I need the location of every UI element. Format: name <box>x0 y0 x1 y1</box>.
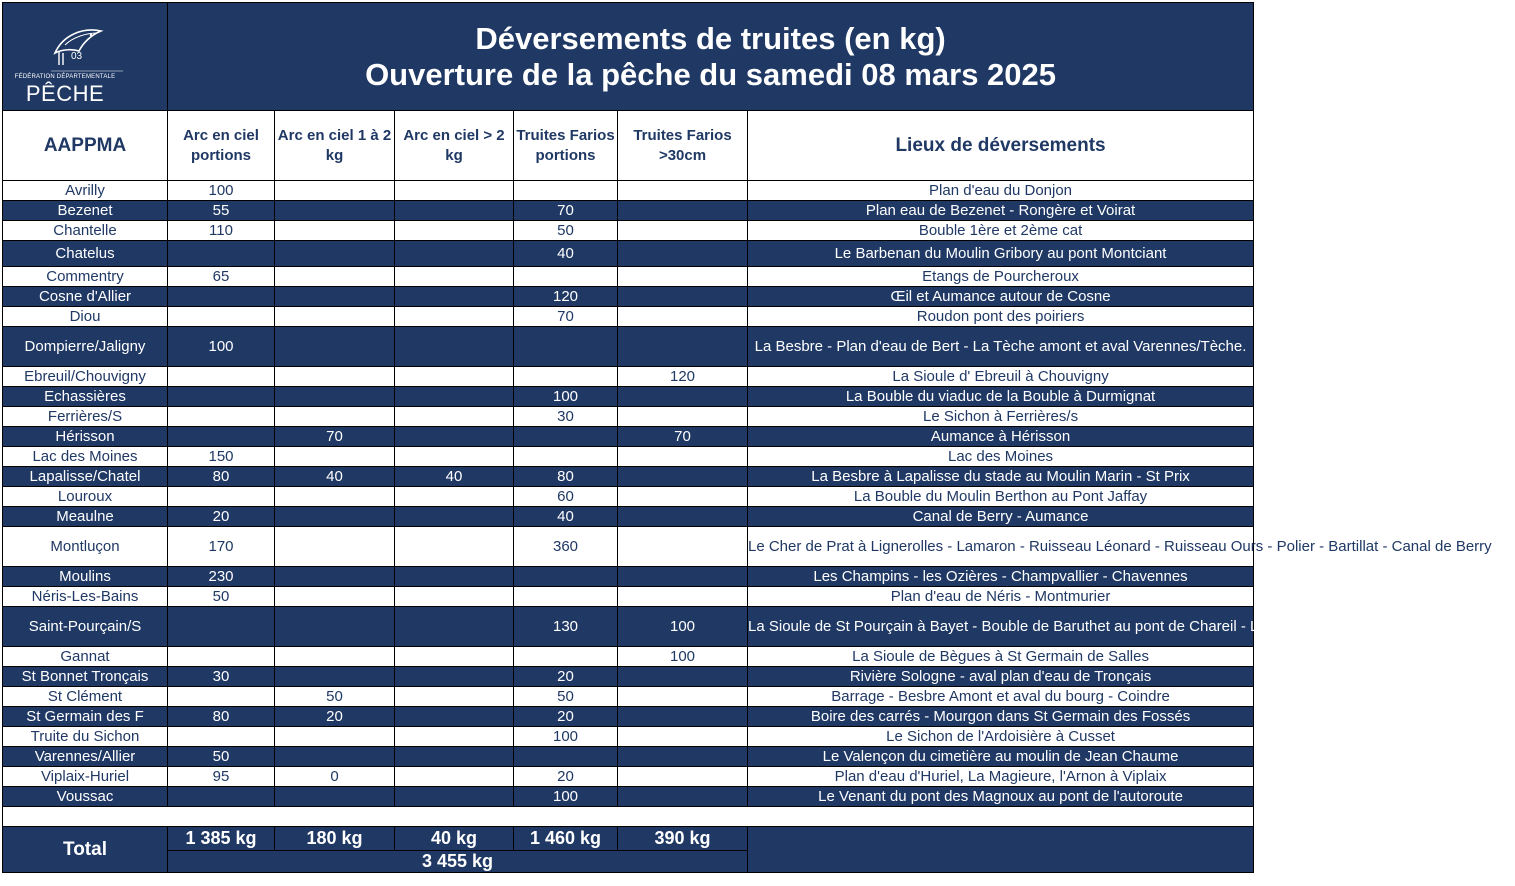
cell-farios-portions: 130 <box>514 607 618 647</box>
cell-farios-30cm <box>618 181 748 201</box>
table-row <box>3 767 1254 787</box>
cell-aappma: Dompierre/Jaligny <box>3 327 168 367</box>
cell-farios-portions: 70 <box>514 307 618 327</box>
cell-arc-2kg <box>395 267 514 287</box>
cell-farios-portions: 20 <box>514 667 618 687</box>
cell-arc-1-2kg <box>275 587 395 607</box>
table-row <box>3 307 1254 327</box>
table-row <box>3 327 1254 367</box>
cell-lieux: Barrage - Besbre Amont et aval du bourg - Coindre <box>748 687 1254 707</box>
cell-arc-1-2kg <box>275 241 395 267</box>
cell-aappma: St Germain des F <box>3 707 168 727</box>
cell-farios-portions <box>514 327 618 367</box>
cell-farios-30cm <box>618 507 748 527</box>
cell-lieux: Etangs de Pourcheroux <box>748 267 1254 287</box>
cell-lieux: Lac des Moines <box>748 447 1254 467</box>
logo-number: 03 <box>71 50 83 62</box>
cell-arc-portions: 80 <box>168 467 275 487</box>
cell-arc-portions <box>168 387 275 407</box>
cell-farios-30cm <box>618 727 748 747</box>
cell-farios-portions: 120 <box>514 287 618 307</box>
cell-arc-1-2kg <box>275 747 395 767</box>
cell-lieux: Le Sichon à Ferrières/s <box>748 407 1254 427</box>
cell-aappma: Bezenet <box>3 201 168 221</box>
cell-arc-portions <box>168 487 275 507</box>
cell-arc-2kg <box>395 387 514 407</box>
cell-arc-2kg <box>395 201 514 221</box>
cell-aappma: Meaulne <box>3 507 168 527</box>
logo-title: PÊCHE <box>25 80 105 106</box>
cell-arc-portions: 65 <box>168 267 275 287</box>
total-farios-30cm: 390 kg <box>618 827 748 851</box>
cell-arc-portions: 230 <box>168 567 275 587</box>
table-row <box>3 367 1254 387</box>
column-headers <box>3 111 1254 181</box>
cell-farios-30cm <box>618 587 748 607</box>
cell-arc-portions: 80 <box>168 707 275 727</box>
total-farios-portions: 1 460 kg <box>514 827 618 851</box>
cell-arc-1-2kg <box>275 507 395 527</box>
header-arc-1-2kg: Arc en ciel 1 à 2 kg <box>275 111 395 181</box>
cell-arc-1-2kg <box>275 487 395 507</box>
cell-aappma: Chantelle <box>3 221 168 241</box>
cell-aappma: Voussac <box>3 787 168 807</box>
cell-lieux: Plan eau de Bezenet - Rongère et Voirat <box>748 201 1254 221</box>
cell-farios-portions <box>514 747 618 767</box>
table-row <box>3 447 1254 467</box>
total-arc-2kg: 40 kg <box>395 827 514 851</box>
cell-aappma: St Clément <box>3 687 168 707</box>
table-row <box>3 241 1254 267</box>
cell-lieux: Œil et Aumance autour de Cosne <box>748 287 1254 307</box>
cell-arc-1-2kg <box>275 567 395 587</box>
cell-farios-portions <box>514 267 618 287</box>
cell-arc-portions <box>168 647 275 667</box>
cell-aappma: Hérisson <box>3 427 168 447</box>
cell-lieux: La Sioule de Bègues à St Germain de Salles <box>748 647 1254 667</box>
total-label: Total <box>3 827 168 873</box>
cell-arc-2kg <box>395 767 514 787</box>
cell-arc-portions: 150 <box>168 447 275 467</box>
cell-arc-1-2kg <box>275 667 395 687</box>
cell-arc-2kg <box>395 407 514 427</box>
table-row <box>3 787 1254 807</box>
cell-farios-portions: 80 <box>514 467 618 487</box>
cell-arc-portions: 95 <box>168 767 275 787</box>
cell-arc-portions <box>168 607 275 647</box>
cell-aappma: Viplaix-Huriel <box>3 767 168 787</box>
cell-farios-portions: 70 <box>514 201 618 221</box>
table-row <box>3 587 1254 607</box>
cell-lieux: La Besbre - Plan d'eau de Bert - La Tèche amont et aval Varennes/Tèche. <box>748 327 1254 367</box>
cell-lieux: Plan d'eau d'Huriel, La Magieure, l'Arnon à Viplaix <box>748 767 1254 787</box>
table-row <box>3 607 1254 647</box>
cell-farios-portions: 100 <box>514 387 618 407</box>
cell-farios-30cm <box>618 567 748 587</box>
cell-farios-portions: 100 <box>514 787 618 807</box>
cell-arc-1-2kg <box>275 267 395 287</box>
table-row <box>3 707 1254 727</box>
table-row <box>3 467 1254 487</box>
cell-farios-30cm: 100 <box>618 607 748 647</box>
cell-aappma: Lapalisse/Chatel <box>3 467 168 487</box>
cell-farios-portions <box>514 181 618 201</box>
cell-arc-2kg <box>395 587 514 607</box>
table-row <box>3 221 1254 241</box>
cell-farios-30cm <box>618 327 748 367</box>
cell-arc-1-2kg <box>275 647 395 667</box>
cell-arc-portions: 100 <box>168 181 275 201</box>
trout-stocking-table <box>2 2 1515 873</box>
cell-farios-portions: 100 <box>514 727 618 747</box>
cell-arc-2kg <box>395 607 514 647</box>
cell-arc-portions: 100 <box>168 327 275 367</box>
cell-aappma: St Bonnet Tronçais <box>3 667 168 687</box>
federation-logo <box>3 3 168 111</box>
cell-farios-30cm <box>618 467 748 487</box>
cell-arc-portions: 30 <box>168 667 275 687</box>
cell-arc-2kg <box>395 427 514 447</box>
cell-aappma: Moulins <box>3 567 168 587</box>
cell-arc-1-2kg <box>275 287 395 307</box>
cell-aappma: Cosne d'Allier <box>3 287 168 307</box>
cell-arc-portions <box>168 787 275 807</box>
cell-farios-portions <box>514 587 618 607</box>
cell-arc-1-2kg <box>275 447 395 467</box>
table-row <box>3 407 1254 427</box>
cell-arc-portions: 170 <box>168 527 275 567</box>
cell-arc-1-2kg: 0 <box>275 767 395 787</box>
cell-arc-1-2kg <box>275 527 395 567</box>
header-lieux: Lieux de déversements <box>748 111 1254 181</box>
cell-farios-portions: 40 <box>514 241 618 267</box>
cell-farios-30cm <box>618 687 748 707</box>
cell-arc-1-2kg: 20 <box>275 707 395 727</box>
table-row <box>3 527 1254 567</box>
cell-aappma: Ferrières/S <box>3 407 168 427</box>
cell-aappma: Ebreuil/Chouvigny <box>3 367 168 387</box>
title-line-2: Ouverture de la pêche du samedi 08 mars 2025 <box>365 56 1057 92</box>
cell-arc-1-2kg <box>275 367 395 387</box>
page-title <box>168 3 1254 111</box>
cell-farios-30cm <box>618 201 748 221</box>
cell-lieux: La Sioule de St Pourçain à Bayet - Bouble de Baruthet au pont de Chareil - Le Gaduet - Andelot à Paray ss Briailles <box>748 607 1254 647</box>
cell-lieux: La Bouble du Moulin Berthon au Pont Jaffay <box>748 487 1254 507</box>
header-arc-portions: Arc en ciel portions <box>168 111 275 181</box>
totals-row <box>3 827 1254 851</box>
cell-aappma: Varennes/Allier <box>3 747 168 767</box>
cell-lieux: Plan d'eau du Donjon <box>748 181 1254 201</box>
cell-arc-portions <box>168 307 275 327</box>
cell-arc-1-2kg: 70 <box>275 427 395 447</box>
cell-farios-30cm <box>618 527 748 567</box>
cell-farios-30cm <box>618 447 748 467</box>
cell-farios-30cm <box>618 747 748 767</box>
table-row <box>3 387 1254 407</box>
cell-lieux: Le Venant du pont des Magnoux au pont de l'autoroute <box>748 787 1254 807</box>
table-row <box>3 507 1254 527</box>
table-row <box>3 747 1254 767</box>
cell-arc-1-2kg <box>275 327 395 367</box>
cell-arc-1-2kg <box>275 787 395 807</box>
table-row <box>3 427 1254 447</box>
cell-farios-30cm <box>618 487 748 507</box>
table-row <box>3 287 1254 307</box>
cell-lieux: La Sioule d' Ebreuil à Chouvigny <box>748 367 1254 387</box>
cell-arc-2kg <box>395 727 514 747</box>
cell-aappma: Echassières <box>3 387 168 407</box>
cell-farios-portions: 360 <box>514 527 618 567</box>
cell-arc-2kg <box>395 241 514 267</box>
cell-farios-30cm <box>618 667 748 687</box>
cell-arc-1-2kg <box>275 201 395 221</box>
cell-lieux: Les Champins - les Ozières - Champvallier - Chavennes <box>748 567 1254 587</box>
cell-arc-2kg <box>395 307 514 327</box>
header-farios-portions: Truites Farios portions <box>514 111 618 181</box>
cell-farios-30cm: 70 <box>618 427 748 447</box>
cell-farios-30cm <box>618 221 748 241</box>
cell-arc-1-2kg <box>275 387 395 407</box>
cell-farios-portions: 40 <box>514 507 618 527</box>
cell-aappma: Lac des Moines <box>3 447 168 467</box>
table-row <box>3 201 1254 221</box>
cell-lieux: Bouble 1ère et 2ème cat <box>748 221 1254 241</box>
table-row <box>3 487 1254 507</box>
header-arc-2kg: Arc en ciel > 2 kg <box>395 111 514 181</box>
cell-arc-1-2kg: 50 <box>275 687 395 707</box>
cell-arc-2kg <box>395 567 514 587</box>
cell-farios-portions <box>514 647 618 667</box>
cell-arc-2kg <box>395 707 514 727</box>
cell-farios-30cm <box>618 287 748 307</box>
cell-arc-2kg <box>395 181 514 201</box>
cell-farios-portions: 60 <box>514 487 618 507</box>
cell-lieux: La Bouble du viaduc de la Bouble à Durmignat <box>748 387 1254 407</box>
cell-aappma: Louroux <box>3 487 168 507</box>
cell-farios-30cm <box>618 307 748 327</box>
cell-farios-portions <box>514 567 618 587</box>
cell-arc-2kg <box>395 667 514 687</box>
total-blank-cell <box>748 827 1254 873</box>
cell-arc-1-2kg <box>275 181 395 201</box>
cell-lieux: Canal de Berry - Aumance <box>748 507 1254 527</box>
cell-arc-2kg <box>395 487 514 507</box>
cell-farios-30cm <box>618 241 748 267</box>
cell-lieux: Roudon pont des poiriers <box>748 307 1254 327</box>
cell-farios-portions: 50 <box>514 221 618 241</box>
cell-lieux: Le Cher de Prat à Lignerolles - Lamaron - Ruisseau Léonard - Ruisseau Ours - Polier - Bartillat - Canal de Berry <box>748 527 1254 567</box>
cell-arc-1-2kg <box>275 407 395 427</box>
total-arc-1-2kg: 180 kg <box>275 827 395 851</box>
cell-lieux: Le Valençon du cimetière au moulin de Jean Chaume <box>748 747 1254 767</box>
table-row <box>3 647 1254 667</box>
cell-aappma: Diou <box>3 307 168 327</box>
cell-arc-2kg <box>395 647 514 667</box>
spacer-cell <box>3 807 1254 827</box>
spacer-row <box>3 807 1254 827</box>
header-farios-30cm: Truites Farios >30cm <box>618 111 748 181</box>
cell-arc-portions: 55 <box>168 201 275 221</box>
cell-arc-portions: 50 <box>168 587 275 607</box>
cell-arc-1-2kg <box>275 221 395 241</box>
cell-lieux: Rivière Sologne - aval plan d'eau de Tronçais <box>748 667 1254 687</box>
cell-arc-2kg <box>395 327 514 367</box>
cell-arc-2kg <box>395 787 514 807</box>
grand-total: 3 455 kg <box>168 851 748 873</box>
cell-aappma: Avrilly <box>3 181 168 201</box>
cell-arc-2kg <box>395 507 514 527</box>
cell-arc-portions <box>168 407 275 427</box>
cell-farios-30cm <box>618 267 748 287</box>
cell-arc-2kg <box>395 221 514 241</box>
table-row <box>3 687 1254 707</box>
table-row <box>3 727 1254 747</box>
cell-arc-portions <box>168 287 275 307</box>
cell-arc-1-2kg <box>275 727 395 747</box>
table-row <box>3 181 1254 201</box>
cell-farios-portions <box>514 367 618 387</box>
header-aappma: AAPPMA <box>3 111 168 181</box>
cell-arc-2kg <box>395 367 514 387</box>
cell-farios-30cm <box>618 707 748 727</box>
cell-lieux: Boire des carrés - Mourgon dans St Germain des Fossés <box>748 707 1254 727</box>
cell-lieux: Plan d'eau de Néris - Montmurier <box>748 587 1254 607</box>
cell-arc-portions: 20 <box>168 507 275 527</box>
cell-arc-2kg <box>395 687 514 707</box>
cell-farios-portions: 20 <box>514 707 618 727</box>
cell-aappma: Saint-Pourçain/S <box>3 607 168 647</box>
title-line-1: Déversements de truites (en kg) <box>475 20 946 56</box>
cell-farios-portions: 30 <box>514 407 618 427</box>
cell-farios-30cm <box>618 787 748 807</box>
cell-aappma: Gannat <box>3 647 168 667</box>
cell-farios-portions <box>514 427 618 447</box>
cell-arc-portions: 50 <box>168 747 275 767</box>
cell-arc-portions <box>168 727 275 747</box>
table-row <box>3 667 1254 687</box>
cell-farios-30cm <box>618 387 748 407</box>
cell-farios-portions <box>514 447 618 467</box>
cell-arc-2kg <box>395 287 514 307</box>
cell-arc-2kg: 40 <box>395 467 514 487</box>
cell-aappma: Chatelus <box>3 241 168 267</box>
cell-lieux: Le Sichon de l'Ardoisière à Cusset <box>748 727 1254 747</box>
cell-farios-30cm: 120 <box>618 367 748 387</box>
table-row <box>3 567 1254 587</box>
cell-aappma: Truite du Sichon <box>3 727 168 747</box>
cell-lieux: Aumance à Hérisson <box>748 427 1254 447</box>
cell-arc-1-2kg <box>275 607 395 647</box>
cell-arc-1-2kg: 40 <box>275 467 395 487</box>
cell-farios-portions: 50 <box>514 687 618 707</box>
cell-farios-30cm <box>618 407 748 427</box>
cell-farios-30cm <box>618 767 748 787</box>
cell-aappma: Néris-Les-Bains <box>3 587 168 607</box>
cell-aappma: Montluçon <box>3 527 168 567</box>
total-arc-portions: 1 385 kg <box>168 827 275 851</box>
logo-subtitle: FÉDÉRATION DÉPARTEMENTALE <box>14 73 116 80</box>
cell-arc-2kg <box>395 747 514 767</box>
table-row <box>3 267 1254 287</box>
cell-arc-1-2kg <box>275 307 395 327</box>
cell-arc-2kg <box>395 447 514 467</box>
cell-farios-portions: 20 <box>514 767 618 787</box>
cell-arc-2kg <box>395 527 514 567</box>
cell-arc-portions <box>168 367 275 387</box>
cell-lieux: La Besbre à Lapalisse du stade au Moulin Marin - St Prix <box>748 467 1254 487</box>
cell-arc-portions: 110 <box>168 221 275 241</box>
cell-lieux: Le Barbenan du Moulin Gribory au pont Montciant <box>748 241 1254 267</box>
cell-arc-portions <box>168 427 275 447</box>
cell-arc-portions <box>168 241 275 267</box>
cell-farios-30cm: 100 <box>618 647 748 667</box>
cell-aappma: Commentry <box>3 267 168 287</box>
cell-arc-portions <box>168 687 275 707</box>
